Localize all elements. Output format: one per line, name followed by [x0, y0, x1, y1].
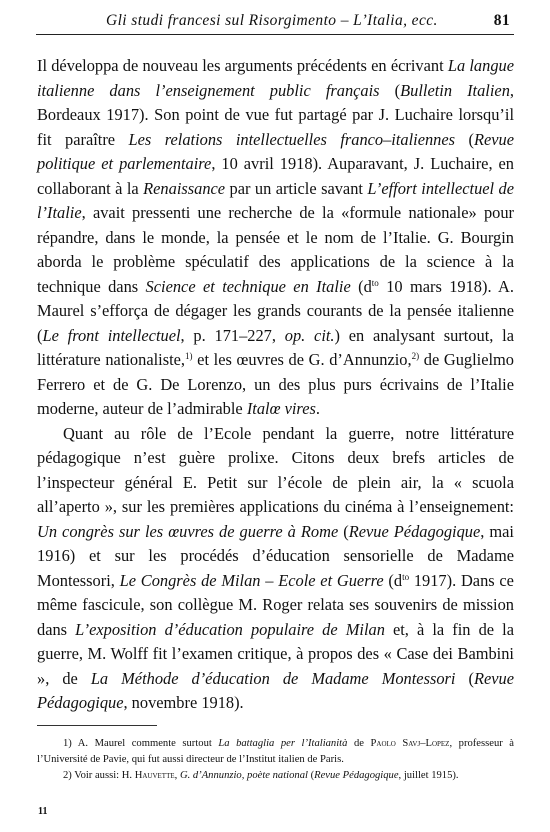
- work-title: La Méthode d’éducation de Madame Montessori: [90, 668, 456, 688]
- footnotes: [37, 736, 514, 784]
- main-text: [37, 54, 514, 716]
- work-title: Les relations intellectuelles franco–italiennes: [128, 129, 456, 149]
- work-title: Italœ vires: [246, 399, 316, 418]
- footnote-ref-2: 2): [411, 351, 420, 361]
- work-title: Le front intellectuel: [42, 325, 181, 345]
- footnote-ref-1: 1): [185, 351, 193, 361]
- journal-title: Renaissance: [143, 178, 226, 198]
- journal-title: Revue politique et parlementaire: [37, 129, 514, 173]
- journal-title: Bulletin Italien: [400, 80, 510, 100]
- running-header: [38, 10, 514, 34]
- work-title: L’effort intellectuel de l’Italie: [37, 178, 514, 222]
- journal-title: Revue Pédagogique: [348, 521, 481, 541]
- paragraph-2: Quant au rôle de l’Ecole pendant la guerre, notre littérature pédagogique n’est guère prolixe. Citons deux brefs articles de l’inspecteur général E. Petit sur l’école de plein air, la « scuola all’aperto », sur les premières applications du cinéma à l’enseignement: Un congrès sur les œuvres de guerre à Rome (Revue Pédagogique, mai 1916) et sur les procédés d’éducation sensorielle de Madame Montessori, Le Congrès de Milan – Ecole et Guerre ($d^{to}$ 1917). Dans ce même fascicule, son collègue M. Roger relata ses souvenirs de mission dans L’exposition d’éducation populaire de Milan et, à la fin de la guerre, M. Wolff fit l’examen critique, à propos des « Case dei Bambini », de La Méthode d’éducation de Madame Montessori (Revue Pédagogique, novembre 1918).: [37, 423, 514, 712]
- footnote-1: 1) A. Maurel commente surtout La battaglia per l’Italianità de Paolo Savj–Lopez, professeur à l’Université de Pavie, qui fut aussi directeur de l’Institut italien de Paris.: [37, 738, 515, 765]
- page-number: 81: [493, 12, 510, 29]
- author-name: Paolo Savj–Lopez: [370, 738, 450, 749]
- work-title: Science et technique en Italie: [145, 276, 351, 296]
- paragraph-1: Il développa de nouveau les arguments précédents en écrivant La langue italienne dans l’enseignement public français (Bulletin Italien, Bordeaux 1917). Son point de vue fut partagé par J. Luchaire lorsqu’il fit paraître Les relations intellectuelles franco–italiennes (Revue politique et parlementaire, 10 avril 1918). Auparavant, J. Luchaire, en collaborant à la Renaissance par un article savant L’effort intellectuel de l’Italie, avait pressenti une recherche de la «formule nationale» pour répandre, dans le monde, la pensée et le nom de l’Italie. G. Bourgin aborda le problème spéculatif des applications de la science à la technique dans Science et technique en Italie ($d^{to}$ 10 mars 1918). A. Maurel s’efforça de dégager les grands courants de la pensée italienne (Le front intellectuel, p. 171–227, op. cit.) en analysant surtout, la littérature nationaliste,$^{1)}$ et les œuvres de G. d’Annunzio,$^{2)}$ de Guglielmo Ferrero et de G. De Lorenzo, un des plus purs écrivains de l’Italie moderne, auteur de l’admirable Italœ vires.: [37, 56, 514, 418]
- footnote-2: 2) Voir aussi: H. Hauvette, G. d’Annunzio, poète national (Revue Pédagogique, juillet 1915).: [63, 770, 459, 781]
- journal-title: Revue Pédagogique: [37, 668, 514, 712]
- work-title: La langue italienne dans l’enseignement public français: [37, 56, 514, 100]
- printer-signature: 11: [38, 806, 48, 817]
- running-title: Gli studi francesi sul Risorgimento – L’Italia, ecc.: [106, 12, 438, 29]
- work-title: Un congrès sur les œuvres de guerre à Rome: [37, 521, 339, 541]
- work-title: Le Congrès de Milan – Ecole et Guerre: [119, 570, 384, 590]
- work-title: L’exposition d’éducation populaire de Milan: [75, 619, 385, 639]
- author-name: Hauvette: [134, 770, 175, 781]
- header-rule: [36, 34, 514, 35]
- footnote-rule: [37, 725, 157, 726]
